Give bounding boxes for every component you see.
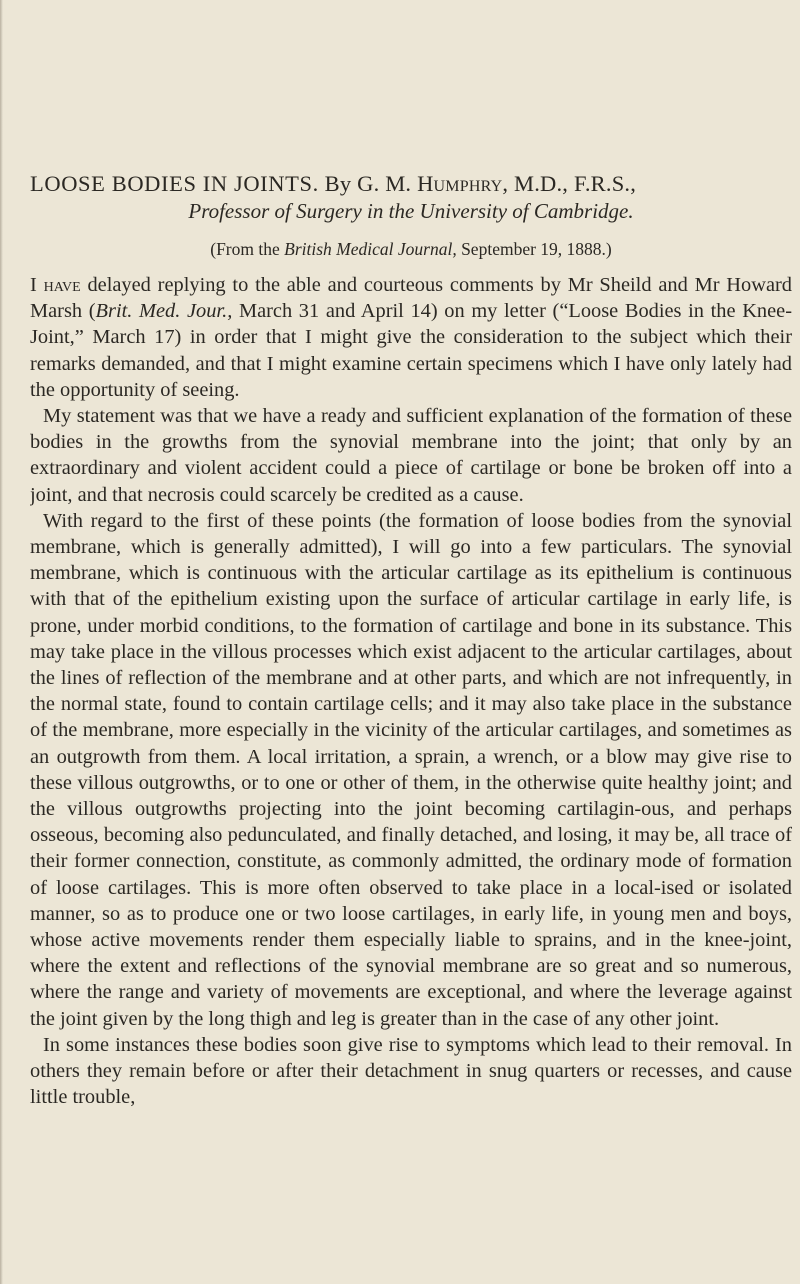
source-open: (From the — [210, 239, 280, 259]
paragraph-1-text-a: delayed replying to the able and courteous comments by Mr Sheild and Mr Howard Marsh ( — [30, 274, 792, 323]
source-date: September 19, 1888.) — [461, 239, 612, 259]
author-credentials: M.D., F.R.S., — [513, 171, 637, 196]
journal-reference: Brit. Med. Jour., — [95, 300, 233, 323]
paragraph-1 — [30, 272, 792, 403]
source-citation — [30, 238, 792, 260]
article-title: LOOSE BODIES IN JOINTS. — [30, 171, 319, 196]
source-journal: British Medical Journal, — [284, 239, 457, 259]
article — [30, 170, 792, 1270]
paragraph-4: In some instances these bodies soon give rise to symptoms which lead to their removal. In others they remain before or after their detachment in snug quarters or recesses, and cause little trouble, — [30, 1033, 792, 1109]
author-position: Professor of Surgery in the University of Cambridge. — [188, 199, 634, 223]
article-body — [30, 272, 792, 1111]
page-edge — [0, 0, 3, 1284]
paragraph-3: With regard to the first of these points (the formation of loose bodies from the synovial membrane, which is generally admitted), I will go into a few particulars. The synovial membrane, which is continuous with the articular cartilage as its epithelium is continuous with that of the epithelium existing upon the surface of articular cartilage in early life, is prone, under morbid conditions, to the formation of cartilage and bone in its substance. This may take place in the villous processes which exist adjacent to the articular cartilages, about the lines of reflection of the membrane and at other parts, and which are not infrequently, in the normal state, found to contain cartilage cells; and it may also take place in the substance of the membrane, more especially in the vicinity of the articular cartilages, and sometimes as an outgrowth from them. A local irritation, a sprain, a wrench, or a blow may give rise to these villous outgrowths, or to one or other of them, in the otherwise quite healthy joint; and the villous outgrowths projecting into the joint becoming cartilagin-ous, and perhaps osseous, becoming also pedunculated, and finally detached, and losing, it may be, all trace of their former connection, constitute, as commonly admitted, the ordinary mode of formation of loose cartilages. This is more often observed to take place in a local-ised or isolated manner, so as to produce one or two loose cartilages, in early life, in young men and boys, whose active movements render them especially liable to sprains, and in the knee-joint, where the extent and reflections of the synovial membrane are so great and so numerous, where the range and variety of movements are exceptional, and where the leverage against the joint given by the long thigh and leg is greater than in the case of any other joint. — [30, 509, 792, 1030]
paragraph-2: My statement was that we have a ready and sufficient explanation of the formation of these bodies in the growths from the synovial membrane into the joint; that only by an extraordinary and violent accident could a piece of cartilage or bone be broken off into a joint, and that necrosis could scarcely be credited as a cause. — [30, 405, 792, 506]
author-name: Humphry, — [417, 171, 509, 196]
opening-words: I have — [30, 274, 81, 296]
article-heading — [30, 170, 792, 197]
paragraph-1-text-b: March 31 and April 14) on my letter (“Loose Bodies in the Knee-Joint,” March 17) in order that I might give the consideration to the subject which their remarks demanded, and that I might examine certain specimens which I have only lately had the opportunity of seeing. — [30, 300, 792, 401]
byline-prefix: By G. M. — [324, 171, 412, 196]
